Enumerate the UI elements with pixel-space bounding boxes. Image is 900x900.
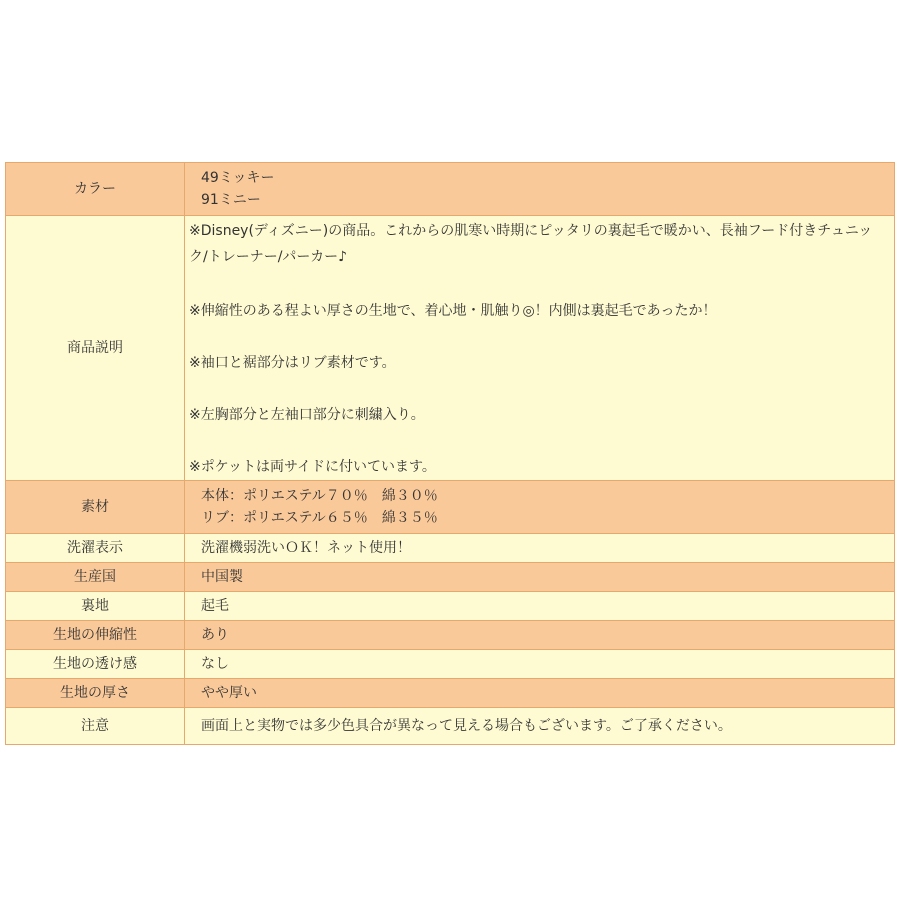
spec-row-description: [6, 216, 895, 481]
spec-row-sheer: [6, 650, 895, 679]
spec-label-sheer: 生地の透け感: [6, 650, 185, 679]
material-line: リブ：ポリエステル６５％ 綿３５％: [201, 510, 438, 526]
spec-row-thickness: [6, 679, 895, 708]
color-option: 91ミニー: [201, 192, 261, 208]
spec-label-note: 注意: [6, 708, 185, 745]
spec-value-stretch: あり: [185, 621, 895, 650]
spec-label-lining: 裏地: [6, 592, 185, 621]
spec-value-note: 画面上と実物では多少色具合が異なって見える場合もございます。ご了承ください。: [185, 708, 895, 745]
spec-label-description: 商品説明: [6, 216, 185, 481]
spec-value-thickness: やや厚い: [185, 679, 895, 708]
spec-label-color: カラー: [6, 163, 185, 216]
spec-value-material: [185, 481, 895, 534]
spec-label-washing: 洗濯表示: [6, 534, 185, 563]
spec-value-lining: 起毛: [185, 592, 895, 621]
spec-row-material: [6, 481, 895, 534]
spec-value-washing: 洗濯機弱洗いＯＫ！ネット使用！: [185, 534, 895, 563]
spec-row-origin: [6, 563, 895, 592]
spec-row-note: [6, 708, 895, 745]
description-paragraph: ※左胸部分と左袖口部分に刺繍入り。: [189, 407, 425, 423]
color-option: 49ミッキー: [201, 170, 275, 186]
spec-row-lining: [6, 592, 895, 621]
spec-label-origin: 生産国: [6, 563, 185, 592]
material-line: 本体：ポリエステル７０％ 綿３０％: [201, 488, 438, 504]
description-paragraph: ※ポケットは両サイドに付いています。: [189, 459, 436, 475]
description-paragraph: ※袖口と裾部分はリブ素材です。: [189, 355, 396, 371]
spec-value-sheer: なし: [185, 650, 895, 679]
spec-value-origin: 中国製: [185, 563, 895, 592]
spec-value-color: [185, 163, 895, 216]
spec-label-stretch: 生地の伸縮性: [6, 621, 185, 650]
spec-row-color: [6, 163, 895, 216]
spec-value-description: [185, 216, 895, 481]
spec-label-material: 素材: [6, 481, 185, 534]
description-paragraph: ※伸縮性のある程よい厚さの生地で、着心地・肌触り◎！内側は裏起毛であったか！: [189, 303, 717, 319]
spec-label-thickness: 生地の厚さ: [6, 679, 185, 708]
spec-row-stretch: [6, 621, 895, 650]
description-paragraph: ※Disney(ディズニー)の商品。これからの肌寒い時期にピッタリの裏起毛で暖かい、長袖フード付きチュニック/トレーナー/パーカー♪: [189, 223, 873, 265]
product-spec-table: [5, 162, 895, 745]
spec-row-washing: [6, 534, 895, 563]
